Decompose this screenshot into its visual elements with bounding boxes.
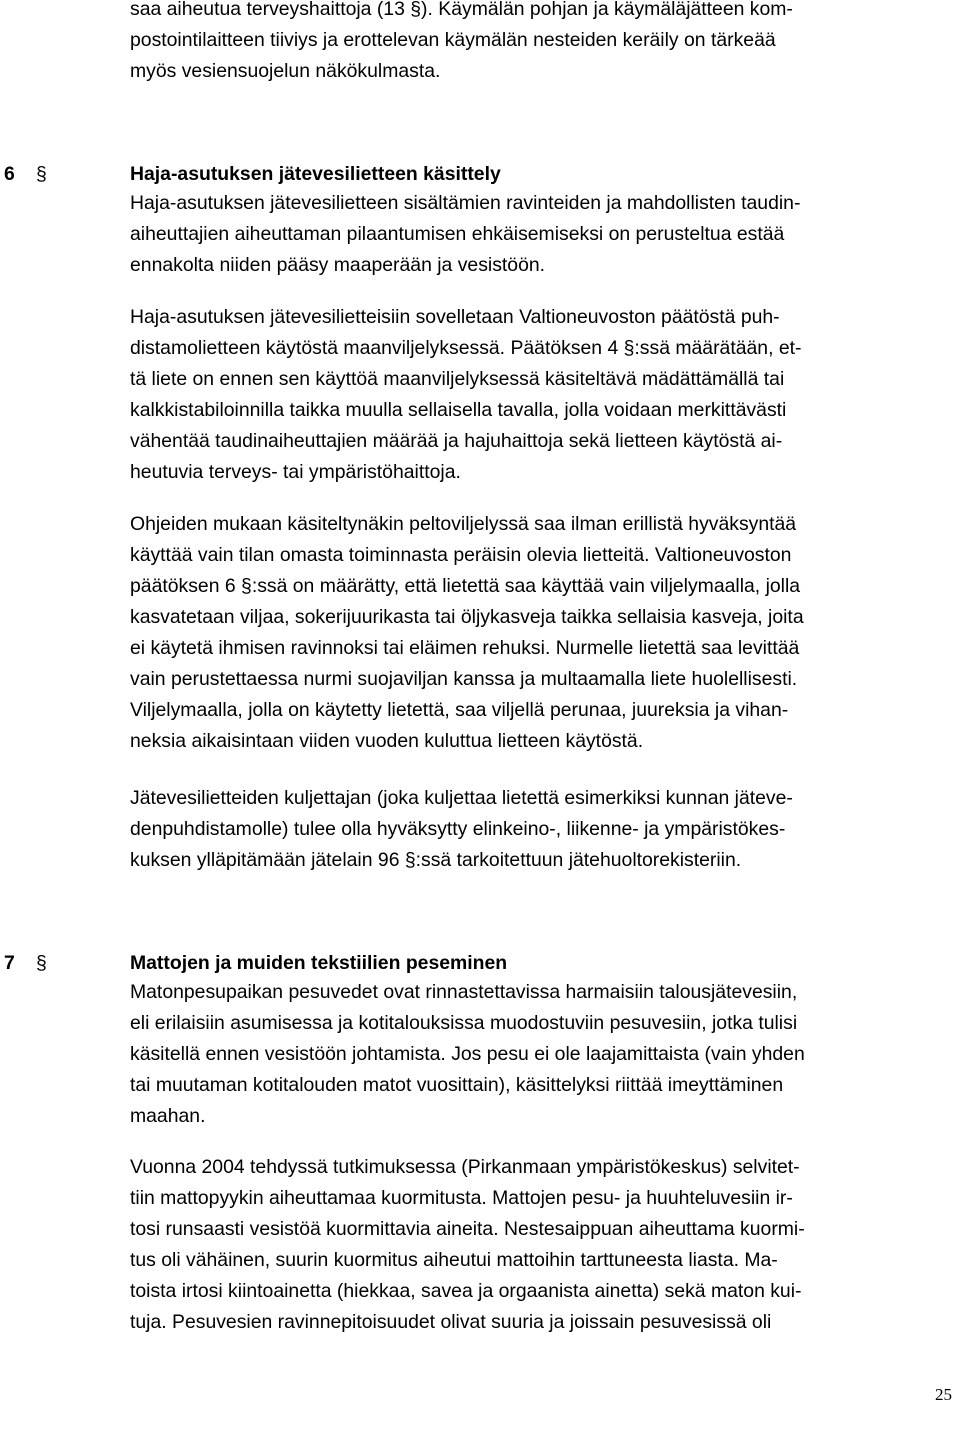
text-line: tä liete on ennen sen käyttöä maanviljelyksessä käsiteltävä mädättämällä tai: [130, 368, 785, 390]
page-number: 25: [935, 1385, 952, 1404]
text-line: päätöksen 6 §:ssä on määrätty, että lietettä saa käyttää vain viljelymaalla, jolla: [130, 575, 801, 597]
text-line: Haja-asutuksen jätevesilietteen sisältämien ravinteiden ja mahdollisten taudin-: [130, 192, 801, 214]
text-line: distamolietteen käytöstä maanviljelyksessä. Päätöksen 4 §:ssä määrätään, et-: [130, 337, 802, 359]
section-title: Haja-asutuksen jätevesilietteen käsittely: [130, 163, 501, 185]
text-line: saa aiheutua terveyshaittoja (13 §). Käymälän pohjan ja käymäläjätteen kom-: [130, 0, 793, 20]
text-line: neksia aikaisintaan viiden vuoden kuluttua lietteen käytöstä.: [130, 730, 644, 752]
text-line: kasvatetaan viljaa, sokerijuurikasta tai öljykasveja taikka sellaisia kasveja, joita: [130, 606, 804, 628]
text-line: tiin mattopyykin aiheuttamaa kuormitusta. Mattojen pesu- ja huuhteluvesiin ir-: [130, 1187, 793, 1209]
section-title: Mattojen ja muiden tekstiilien peseminen: [130, 952, 508, 974]
text-line: Jätevesilietteiden kuljettajan (joka kuljettaa lietettä esimerkiksi kunnan jäteve-: [130, 787, 793, 809]
text-line: Viljelymaalla, jolla on käytetty lietettä, saa viljellä perunaa, juureksia ja vihan-: [130, 699, 789, 721]
text-line: denpuhdistamolle) tulee olla hyväksytty elinkeino-, liikenne- ja ympäristökes-: [130, 818, 786, 840]
section-6-paragraph-3: [130, 509, 960, 757]
section-7-paragraph-2: [130, 1152, 960, 1338]
text-line: toista irtosi kiintoainetta (hiekkaa, savea ja orgaanista ainetta) sekä maton kui-: [130, 1280, 802, 1302]
section-7-heading: [0, 948, 960, 979]
text-line: eli erilaisiin asumisessa ja kotitalouksissa muodostuviin pesuvesiin, jotka tulisi: [130, 1012, 798, 1034]
text-line: myös vesiensuojelun näkökulmasta.: [130, 60, 441, 82]
section-7-paragraph-1: [130, 977, 960, 1132]
section-6-heading: [0, 159, 960, 190]
text-line: kalkkistabiloinnilla taikka muulla sellaisella tavalla, jolla voidaan merkittävästi: [130, 399, 787, 421]
text-line: postointilaitteen tiiviys ja erottelevan käymälän nesteiden keräily on tärkeää: [130, 29, 776, 51]
text-line: maahan.: [130, 1105, 206, 1127]
text-line: Haja-asutuksen jätevesilietteisiin sovelletaan Valtioneuvoston päätöstä puh-: [130, 306, 780, 328]
text-line: kuksen ylläpitämään jätelain 96 §:ssä tarkoitettuun jätehuoltorekisteriin.: [130, 849, 742, 871]
text-line: Ohjeiden mukaan käsiteltynäkin peltoviljelyssä saa ilman erillistä hyväksyntää: [130, 513, 797, 535]
text-line: tai muutaman kotitalouden matot vuosittain), käsittelyksi riittää imeyttäminen: [130, 1074, 784, 1096]
intro-paragraph: [130, 0, 960, 87]
text-line: vähentää taudinaiheuttajien määrää ja hajuhaittoja sekä lietteen käytöstä ai-: [130, 430, 783, 452]
section-sign: §: [36, 952, 47, 974]
text-line: heutuvia terveys- tai ympäristöhaittoja.: [130, 461, 461, 483]
text-line: ei käytetä ihmisen ravinnoksi tai eläimen rehuksi. Nurmelle lietettä saa levittää: [130, 637, 800, 659]
section-sign: §: [36, 163, 47, 185]
section-6-paragraph-4: [130, 783, 960, 876]
section-6-paragraph-2: [130, 302, 960, 488]
text-line: käyttää vain tilan omasta toiminnasta peräisin olevia lietteitä. Valtioneuvoston: [130, 544, 792, 566]
text-line: aiheuttajien aiheuttaman pilaantumisen ehkäisemiseksi on perusteltua estää: [130, 223, 785, 245]
section-number: 7: [4, 952, 15, 974]
section-6-paragraph-1: [130, 188, 960, 281]
text-line: ennakolta niiden pääsy maaperään ja vesistöön.: [130, 254, 546, 276]
text-line: tosi runsaasti vesistöä kuormittavia aineita. Nestesaippuan aiheuttama kuormi-: [130, 1218, 805, 1240]
text-line: Vuonna 2004 tehdyssä tutkimuksessa (Pirkanmaan ympäristökeskus) selvitet-: [130, 1156, 800, 1178]
text-line: vain perustettaessa nurmi suojaviljan kanssa ja multaamalla liete huolellisesti.: [130, 668, 798, 690]
text-line: käsitellä ennen vesistöön johtamista. Jos pesu ei ole laajamittaista (vain yhden: [130, 1043, 805, 1065]
text-line: tuja. Pesuvesien ravinnepitoisuudet olivat suuria ja joissain pesuvesissä oli: [130, 1311, 772, 1333]
section-number: 6: [4, 163, 15, 185]
text-line: Matonpesupaikan pesuvedet ovat rinnastettavissa harmaisiin talousjätevesiin,: [130, 981, 798, 1003]
text-line: tus oli vähäinen, suurin kuormitus aiheutui mattoihin tarttuneesta liasta. Ma-: [130, 1249, 778, 1271]
